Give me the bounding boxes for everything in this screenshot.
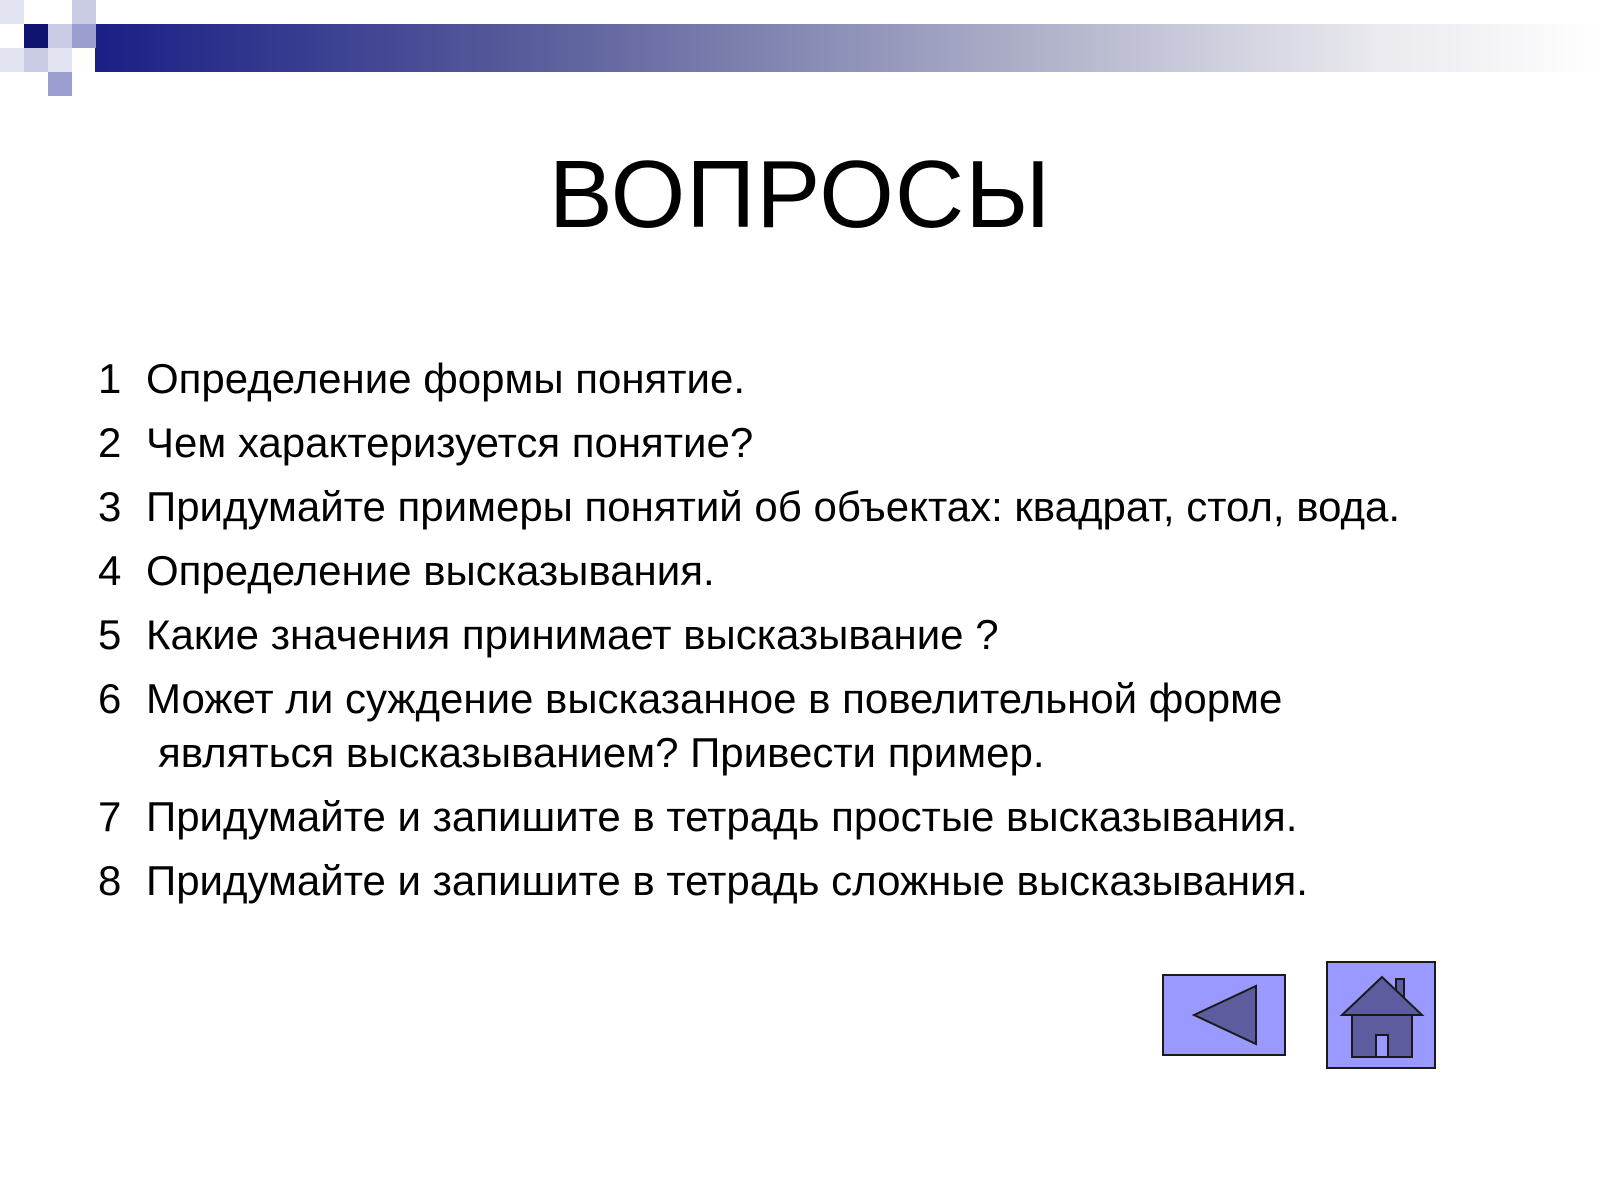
question-text: Какие значения принимает высказывание ? <box>146 611 999 658</box>
back-button[interactable] <box>1162 974 1286 1056</box>
question-number: 6 <box>98 675 122 722</box>
question-text: Определение высказывания. <box>146 547 715 594</box>
decor-square <box>48 48 72 72</box>
question-number: 2 <box>98 419 122 466</box>
question-number: 8 <box>98 857 122 904</box>
decor-square <box>48 24 72 48</box>
decor-square <box>48 72 72 96</box>
question-number: 4 <box>98 547 122 594</box>
decor-square <box>72 24 96 48</box>
question-text: Придумайте примеры понятий об объектах: квадрат, стол, вода. <box>146 483 1401 530</box>
question-text: Чем характеризуется понятие? <box>146 419 754 466</box>
list-item <box>98 854 1578 908</box>
question-number: 7 <box>98 793 122 840</box>
list-item <box>98 480 1578 534</box>
question-text: Придумайте и запишите в тетрадь простые высказывания. <box>146 793 1298 840</box>
decor-square <box>0 0 24 24</box>
question-text: Придумайте и запишите в тетрадь сложные высказывания. <box>146 857 1308 904</box>
question-text-continuation: являться высказыванием? Привести пример. <box>158 729 1045 776</box>
list-item <box>98 790 1578 844</box>
list-item <box>98 416 1578 470</box>
decor-square <box>24 48 48 72</box>
list-item <box>98 672 1578 780</box>
decor-square <box>72 0 96 24</box>
header-gradient-band <box>95 24 1600 72</box>
back-arrow-icon <box>1164 976 1284 1054</box>
home-button[interactable] <box>1326 961 1436 1069</box>
list-item <box>98 352 1578 406</box>
question-number: 1 <box>98 355 122 402</box>
question-number: 5 <box>98 611 122 658</box>
question-list <box>98 352 1578 918</box>
question-text: Может ли суждение высказанное в повелительной форме <box>146 675 1283 722</box>
list-item <box>98 544 1578 598</box>
question-text-multiline <box>146 672 1578 780</box>
decor-square <box>24 24 48 48</box>
question-text: Определение формы понятие. <box>146 355 745 402</box>
decor-square <box>0 48 24 72</box>
list-item <box>98 608 1578 662</box>
question-number: 3 <box>98 483 122 530</box>
home-icon <box>1328 963 1434 1067</box>
slide-title: ВОПРОСЫ <box>548 141 1052 248</box>
